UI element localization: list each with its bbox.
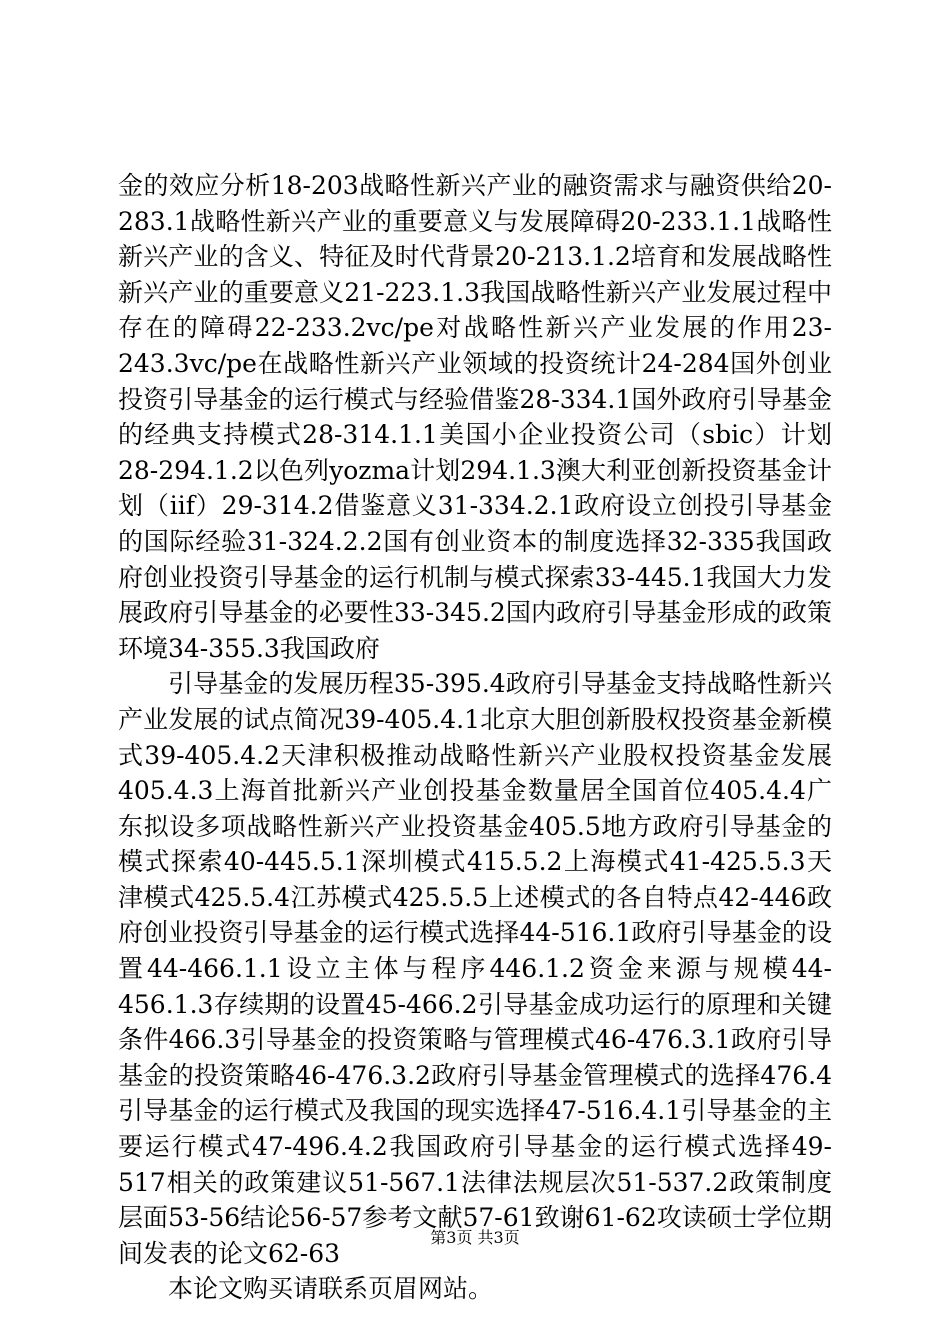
paragraph-2: 引导基金的发展历程35-395.4政府引导基金支持战略性新兴产业发展的试点简况39-405.4.1北京大胆创新股权投资基金新模式39-405.4.2天津积极推动战略性新兴产业股权投资基金发展405.4.3上海首批新兴产业创投基金数量居全国首位405.4.4广东拟设多项战略性新兴产业投资基金405.5地方政府引导基金的模式探索40-445.5.1深圳模式415.5.2上海模式41-425.5.3天津模式425.5.4江苏模式425.5.5上述模式的各自特点42-446政府创业投资引导基金的运行模式选择44-516.1政府引导基金的设置44-466.1.1设立主体与程序446.1.2资金来源与规模44-456.1.3存续期的设置45-466.2引导基金成功运行的原理和关键条件466.3引导基金的投资策略与管理模式46-476.3.1政府引导基金的投资策略46-476.3.2政府引导基金管理模式的选择476.4引导基金的运行模式及我国的现实选择47-516.4.1引导基金的主要运行模式47-496.4.2我国政府引导基金的运行模式选择49-517相关的政策建议51-567.1法律法规层次51-537.2政策制度层面53-56结论56-57参考文献57-61致谢61-62攻读硕士学位期间发表的论文62-63 bbox=[118, 669, 832, 1268]
paragraph-1: 金的效应分析18-203战略性新兴产业的融资需求与融资供给20-283.1战略性新兴产业的重要意义与发展障碍20-233.1.1战略性新兴产业的含义、特征及时代背景20-213.1.2培育和发展战略性新兴产业的重要意义21-223.1.3我国战略性新兴产业发展过程中存在的障碍22-233.2vc/pe对战略性新兴产业发展的作用23-243.3vc/pe在战略性新兴产业领域的投资统计24-284国外创业投资引导基金的运行模式与经验借鉴28-334.1国外政府引导基金的经典支持模式28-314.1.1美国小企业投资公司（sbic）计划28-294.1.2以色列yozma计划294.1.3澳大利亚创新投资基金计划（iif）29-314.2借鉴意义31-334.2.1政府设立创投引导基金的国际经验31-324.2.2国有创业资本的制度选择32-335我国政府创业投资引导基金的运行机制与模式探索33-445.1我国大力发展政府引导基金的必要性33-345.2国内政府引导基金形成的政策环境34-355.3我国政府 bbox=[118, 171, 832, 663]
page-footer: 第3页 共3页 bbox=[430, 1228, 520, 1247]
paragraph-3: 本论文购买请联系页眉网站。 bbox=[168, 1274, 494, 1304]
document-body bbox=[118, 168, 832, 1307]
